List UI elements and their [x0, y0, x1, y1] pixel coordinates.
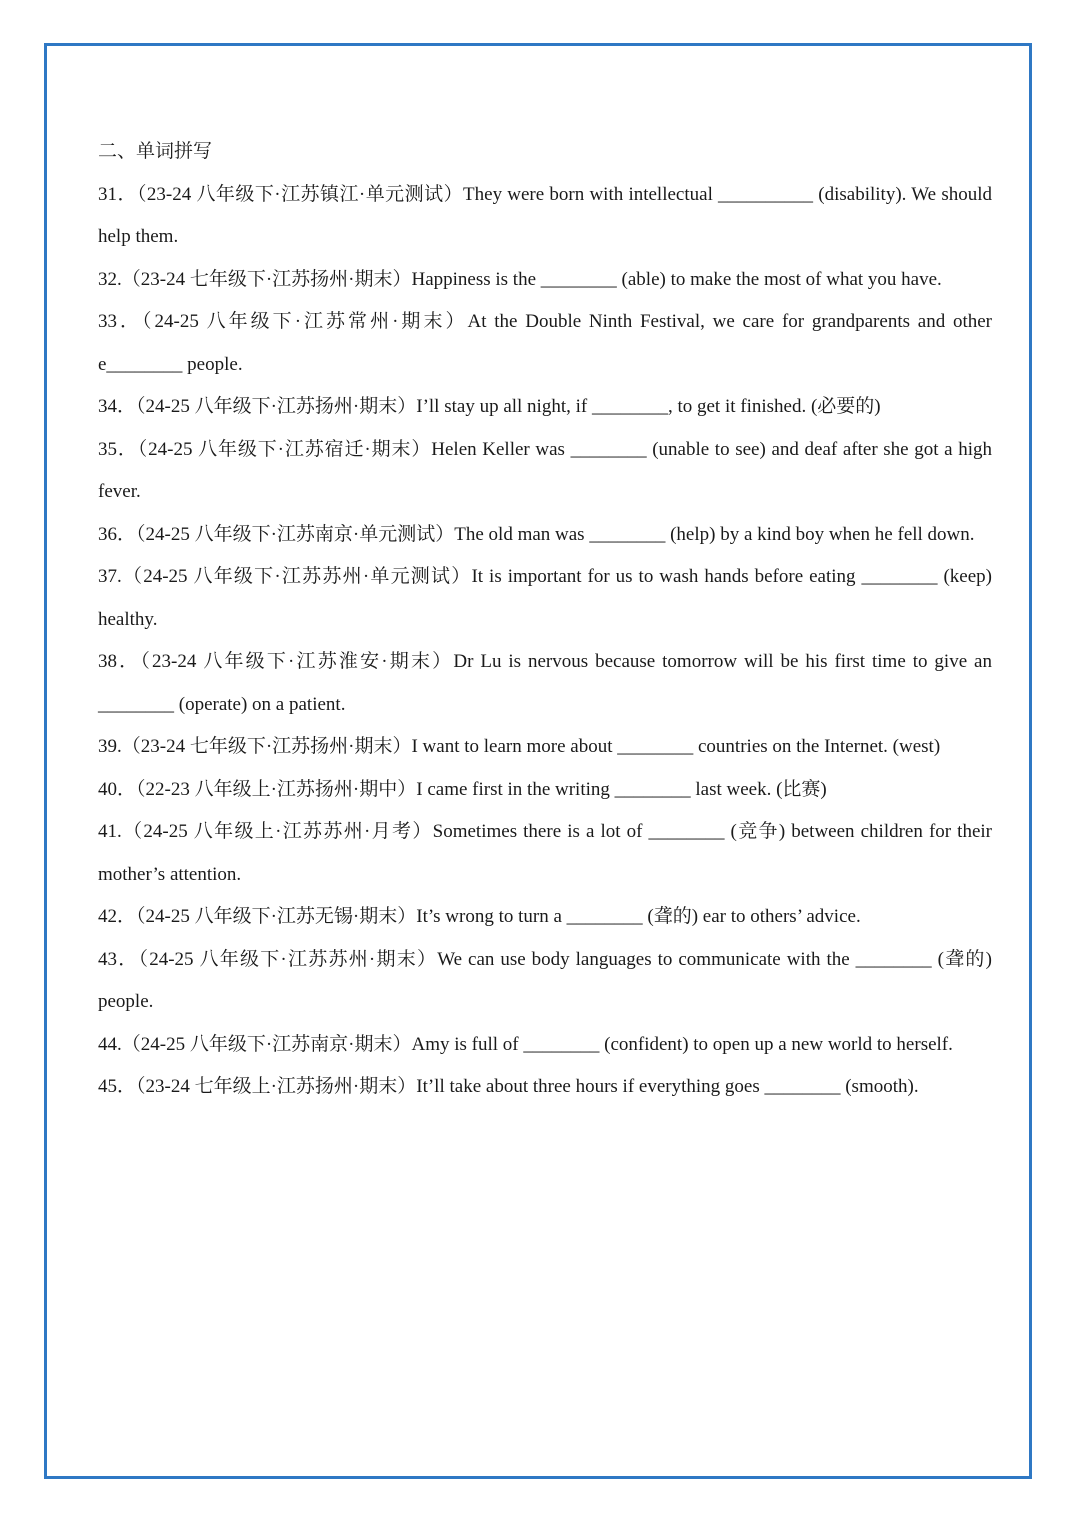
question-source: （24-25 八年级下·江苏扬州·期末） — [136, 396, 417, 417]
question-source: （23-24 八年级下·江苏淮安·期末） — [140, 651, 454, 672]
question-source: （23-24 七年级上·江苏扬州·期末） — [136, 1076, 417, 1097]
question-list — [98, 174, 992, 1109]
question-number: 43． — [98, 948, 139, 970]
question-source: （23-24 七年级下·江苏扬州·期末） — [121, 736, 412, 757]
question-item — [98, 769, 992, 812]
question-text: It’s wrong to turn a ________ (聋的) ear to others’ advice. — [416, 906, 861, 927]
question-text: At the Double Ninth Festival, we care for grandparents and other e________ people. — [98, 311, 992, 375]
question-text: I want to learn more about ________ countries on the Internet. (west) — [411, 736, 941, 757]
question-text: Dr Lu is nervous because tomorrow will be his first time to give an ________ (operate) on a patient. — [98, 651, 992, 715]
question-item — [98, 514, 992, 557]
question-item — [98, 386, 992, 429]
question-text: We can use body languages to communicate with the ________ (聋的) people. — [98, 948, 992, 1012]
question-number: 32. — [98, 268, 122, 290]
question-item — [98, 641, 992, 726]
question-source: （23-24 八年级下·江苏镇江·单元测试） — [136, 183, 464, 205]
question-number: 36． — [98, 523, 137, 545]
question-source: （24-25 八年级下·江苏苏州·期末） — [138, 948, 438, 970]
question-item — [98, 429, 992, 514]
question-source: （23-24 七年级下·江苏扬州·期末） — [121, 268, 412, 290]
question-number: 37. — [98, 566, 122, 587]
question-number: 45． — [98, 1076, 137, 1097]
question-item — [98, 896, 992, 939]
question-text: It is important for us to wash hands before eating ________ (keep) healthy. — [98, 566, 992, 630]
question-item — [98, 301, 992, 386]
question-number: 44. — [98, 1033, 122, 1055]
question-text: Sometimes there is a lot of ________ (竞争) between children for their mother’s attention. — [98, 821, 992, 885]
question-item — [98, 556, 992, 641]
question-item — [98, 726, 992, 769]
question-text: Helen Keller was ________ (unable to see) and deaf after she got a high fever. — [98, 438, 992, 502]
question-text: It’ll take about three hours if everything goes ________ (smooth). — [416, 1076, 919, 1097]
question-source: （24-25 八年级下·江苏南京·期末） — [121, 1033, 412, 1055]
worksheet-content — [98, 131, 992, 1109]
question-text: They were born with intellectual __________ (disability). We should help them. — [98, 183, 992, 247]
question-source: （24-25 八年级下·江苏无锡·期末） — [136, 906, 417, 927]
section-title: 二、单词拼写 — [98, 141, 213, 162]
question-item — [98, 174, 992, 259]
question-item — [98, 1066, 992, 1109]
question-text: Happiness is the ________ (able) to make the most of what you have. — [411, 268, 942, 290]
question-number: 42． — [98, 906, 137, 927]
question-text: Amy is full of ________ (confident) to open up a new world to herself. — [411, 1033, 953, 1055]
question-item — [98, 1024, 992, 1067]
question-text: I’ll stay up all night, if ________, to get it finished. (必要的) — [416, 396, 881, 417]
question-item — [98, 811, 992, 896]
question-text: The old man was ________ (help) by a kind boy when he fell down. — [454, 523, 975, 545]
question-number: 38． — [98, 651, 141, 672]
question-item — [98, 939, 992, 1024]
question-number: 40． — [98, 778, 137, 800]
question-text: I came first in the writing ________ last week. (比赛) — [416, 778, 827, 800]
question-number: 31． — [98, 183, 137, 205]
question-number: 33． — [98, 311, 143, 332]
question-source: （24-25 八年级下·江苏宿迁·期末） — [137, 438, 432, 460]
question-source: （24-25 八年级下·江苏南京·单元测试） — [136, 523, 455, 545]
question-number: 35． — [98, 438, 138, 460]
question-source: （24-25 八年级上·江苏苏州·月考） — [121, 821, 433, 842]
question-number: 41. — [98, 821, 122, 842]
question-source: （22-23 八年级上·江苏扬州·期中） — [136, 778, 417, 800]
question-number: 34． — [98, 396, 137, 417]
question-source: （24-25 八年级下·江苏苏州·单元测试） — [121, 566, 472, 587]
question-number: 39. — [98, 736, 122, 757]
question-source: （24-25 八年级下·江苏常州·期末） — [142, 311, 468, 332]
question-item — [98, 259, 992, 302]
